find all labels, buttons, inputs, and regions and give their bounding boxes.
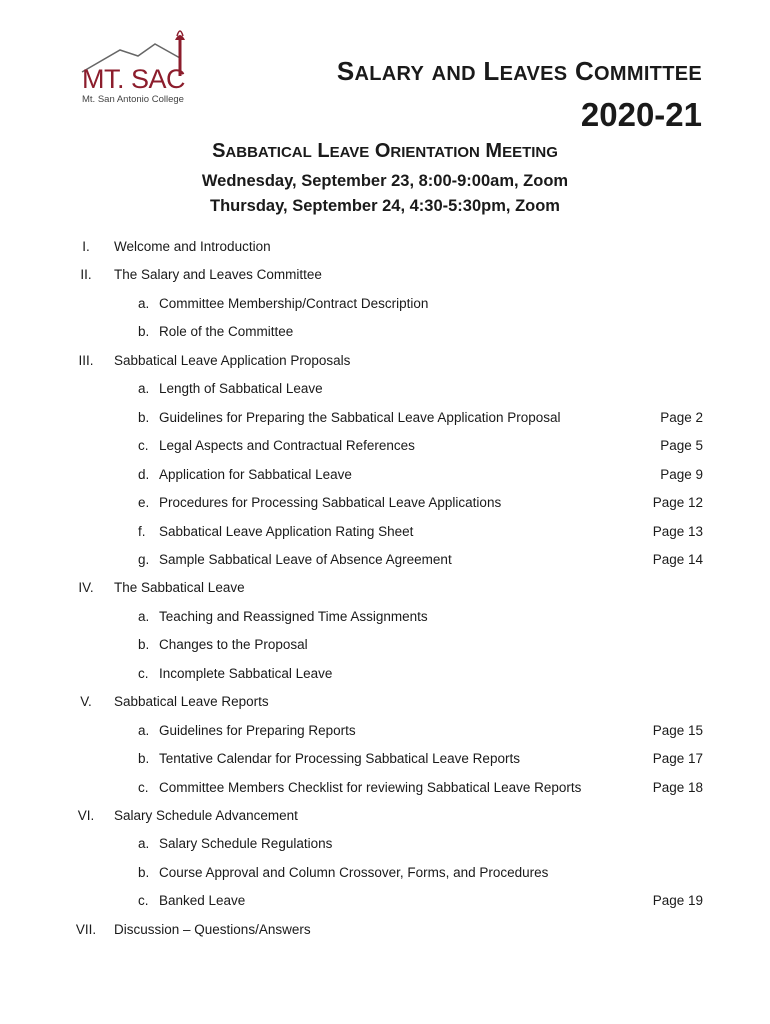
- section-number: III.: [78, 352, 94, 368]
- item-text: Banked Leave: [159, 893, 246, 909]
- meeting-title: [0, 140, 770, 163]
- item-text: Committee Membership/Contract Description: [159, 295, 429, 311]
- section-title: The Salary and Leaves Committee: [114, 267, 322, 283]
- item-letter: b.: [138, 409, 150, 425]
- item-letter: g.: [138, 551, 150, 567]
- item-text: Legal Aspects and Contractual References: [159, 438, 415, 454]
- item-letter: b.: [138, 637, 150, 653]
- item-text: Sabbatical Leave Application Rating Sheet: [159, 523, 414, 539]
- session-one: Wednesday, September 23, 8:00-9:00am, Zoom: [201, 172, 569, 190]
- committee-title-word: SALARY: [336, 56, 425, 86]
- item-text: Role of the Committee: [159, 324, 294, 340]
- page-reference: Page 9: [660, 466, 703, 482]
- meeting-title-word: ORIENTATION: [374, 140, 480, 162]
- college-logo: [80, 28, 200, 108]
- section-number: V.: [80, 694, 92, 710]
- committee-title-word: LEAVES: [483, 56, 568, 86]
- item-text: Guidelines for Preparing the Sabbatical Leave Application Proposal: [159, 409, 561, 425]
- meeting-title-word: MEETING: [485, 140, 558, 162]
- page-reference: Page 15: [652, 722, 703, 738]
- item-letter: a.: [138, 608, 150, 624]
- page-reference: Page 17: [652, 751, 703, 767]
- section-number: II.: [80, 267, 92, 283]
- item-letter: b.: [138, 751, 150, 767]
- section-title: Sabbatical Leave Application Proposals: [114, 352, 351, 368]
- item-text: Teaching and Reassigned Time Assignments: [159, 608, 428, 624]
- section-title: Discussion – Questions/Answers: [114, 921, 311, 937]
- page-reference: Page 14: [652, 551, 703, 567]
- page-reference: Page 13: [652, 523, 703, 539]
- item-text: Course Approval and Column Crossover, Forms, and Procedures: [159, 864, 549, 880]
- section-title: Welcome and Introduction: [114, 239, 271, 254]
- item-letter: a.: [138, 722, 150, 738]
- item-letter: a.: [138, 836, 150, 852]
- section-number: I.: [82, 239, 90, 254]
- item-letter: e.: [138, 495, 150, 511]
- section-title: Sabbatical Leave Reports: [114, 694, 269, 710]
- item-text: Committee Members Checklist for reviewing Sabbatical Leave Reports: [159, 779, 582, 795]
- meeting-title-word: LEAVE: [317, 140, 370, 162]
- item-text: Sample Sabbatical Leave of Absence Agreement: [159, 551, 452, 567]
- section-title: Salary Schedule Advancement: [114, 808, 298, 823]
- page-reference: Page 18: [652, 779, 703, 795]
- item-letter: c.: [138, 779, 149, 795]
- committee-title-word: COMMITTEE: [574, 56, 702, 86]
- item-text: Salary Schedule Regulations: [159, 836, 333, 852]
- section-number: IV.: [78, 580, 94, 596]
- page-reference: Page 19: [652, 893, 703, 909]
- item-text: Tentative Calendar for Processing Sabbatical Leave Reports: [159, 751, 520, 767]
- item-letter: a.: [138, 381, 150, 397]
- section-number: VI.: [77, 808, 95, 823]
- item-text: Incomplete Sabbatical Leave: [159, 665, 333, 681]
- page-reference: Page 2: [660, 409, 703, 425]
- item-letter: d.: [138, 466, 150, 482]
- item-letter: f.: [138, 523, 146, 539]
- academic-year: 2020-21: [580, 96, 702, 133]
- item-letter: c.: [138, 893, 149, 909]
- item-text: Application for Sabbatical Leave: [159, 466, 352, 482]
- page-reference: Page 5: [660, 438, 703, 454]
- section-title: The Sabbatical Leave: [114, 580, 245, 596]
- item-text: Changes to the Proposal: [159, 637, 308, 653]
- item-letter: b.: [138, 864, 150, 880]
- item-text: Length of Sabbatical Leave: [159, 381, 323, 397]
- committee-title: [337, 56, 702, 87]
- session-two: Thursday, September 24, 4:30-5:30pm, Zoom: [210, 197, 560, 215]
- item-letter: b.: [138, 324, 150, 340]
- meeting-title-word: SABBATICAL: [212, 140, 312, 162]
- logo-wordmark: MT. SAC: [82, 64, 186, 94]
- item-letter: a.: [138, 295, 150, 311]
- section-number: VII.: [75, 921, 97, 937]
- page-reference: Page 12: [652, 495, 703, 511]
- item-letter: c.: [138, 665, 149, 681]
- logo-subtitle: Mt. San Antonio College: [82, 94, 184, 105]
- committee-title-word: AND: [431, 63, 476, 85]
- item-text: Procedures for Processing Sabbatical Leave Applications: [159, 495, 502, 511]
- item-text: Guidelines for Preparing Reports: [159, 722, 356, 738]
- item-letter: c.: [138, 438, 149, 454]
